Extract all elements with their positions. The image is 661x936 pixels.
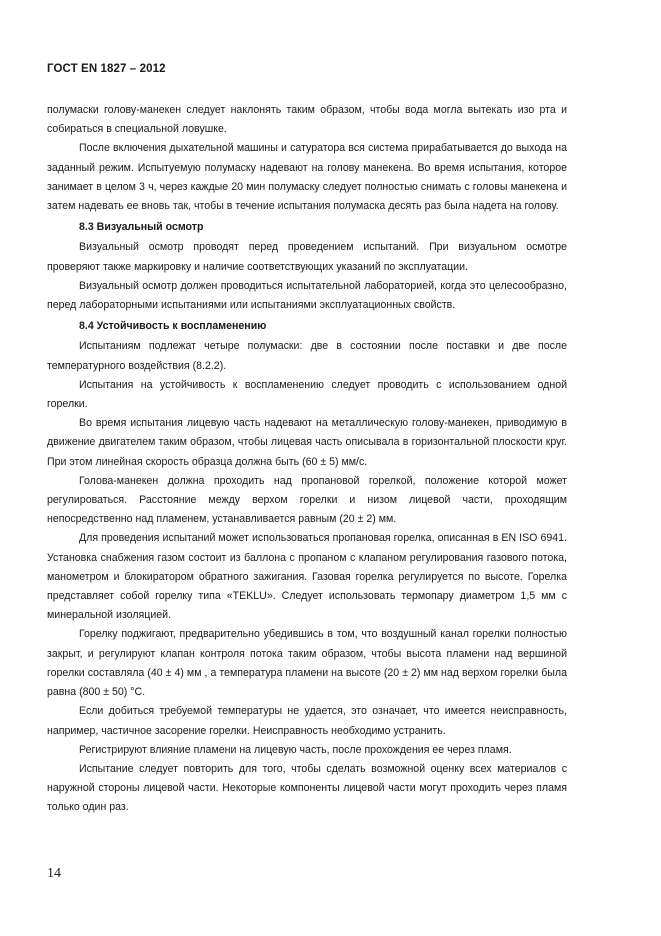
paragraph: Визуальный осмотр должен проводиться испытательной лабораторией, когда это целесообразно, перед лабораторными испытаниями или испытаниями эксплуатационных свойств. <box>47 279 567 312</box>
paragraph: полумаски голову-манекен следует наклонять таким образом, чтобы вода могла вытекать изо рта и собираться в специальной ловушке. <box>47 104 567 136</box>
paragraph: Испытания на устойчивость к воспламенению следует проводить с использованием одной горелки. <box>47 378 567 411</box>
page-number: 14 <box>47 866 61 881</box>
section-heading-8-4: 8.4 Устойчивость к воспламенению <box>79 320 267 333</box>
section-heading-8-3: 8.3 Визуальный осмотр <box>79 221 204 234</box>
paragraph: После включения дыхательной машины и сатуратора вся система прирабатывается до выхода на заданный режим. Испытуемую полумаску надевают на голову манекена. Во время испытания, которое занимает в целом 3 ч, через каждые 20 мин полумаску следует полностью снимать с головы манекена и затем надевать ее вновь так, чтобы в течение испытания полумаска десять раз была надета на голову. <box>47 142 567 213</box>
document-body <box>47 101 567 818</box>
paragraph: Если добиться требуемой температуры не удается, это означает, что имеется неисправность, например, частичное засорение горелки. Неисправность необходимо устранить. <box>47 705 567 737</box>
paragraph: Визуальный осмотр проводят перед проведением испытаний. При визуальном осмотре проверяют также маркировку и наличие соответствующих указаний по эксплуатации. <box>47 241 567 273</box>
standard-header: ГОСТ EN 1827 – 2012 <box>47 63 166 75</box>
paragraph: Регистрируют влияние пламени на лицевую часть, после прохождения ее через пламя. <box>79 743 512 756</box>
paragraph: Испытание следует повторить для того, чтобы сделать возможной оценку всех материалов с наружной стороны лицевой части. Некоторые компоненты лицевой части могут проходить через пламя только один раз. <box>47 762 567 814</box>
paragraph: Во время испытания лицевую часть надевают на металлическую голову-манекен, приводимую в движение двигателем таким образом, чтобы лицевая часть описывала в горизонтальной плоскости круг. При этом линейная скорость образца должна быть (60 ± 5) мм/с. <box>47 417 567 468</box>
paragraph: Голова-манекен должна проходить над пропановой горелкой, положение которой может регулироваться. Расстояние между верхом горелки и низом лицевой части, проходящим непосредственно над пламенем, устанавливается равным (20 ± 2) мм. <box>47 474 567 526</box>
paragraph: Испытаниям подлежат четыре полумаски: две в состоянии после поставки и две после температурного воздействия (8.2.2). <box>47 340 567 372</box>
paragraph: Для проведения испытаний может использоваться пропановая горелка, описанная в EN ISO 6941. Установка снабжения газом состоит из баллона с пропаном с клапаном регулирования газового потока, манометром и блокиратором обратного зажигания. Газовая горелка регулируется по высоте. Горелка представляет собой горелку типа «TEKLU». Следует использовать термопару диаметром 1,5 мм с минеральной изоляцией. <box>47 532 567 622</box>
paragraph: Горелку поджигают, предварительно убедившись в том, что воздушный канал горелки полностью закрыт, и регулируют клапан контроля потока таким образом, чтобы высота пламени над вершиной горелки составляла (40 ± 4) мм , а температура пламени на высоте (20 ± 2) мм над верхом горелки была равна (800 ± 50) °С. <box>47 628 567 699</box>
